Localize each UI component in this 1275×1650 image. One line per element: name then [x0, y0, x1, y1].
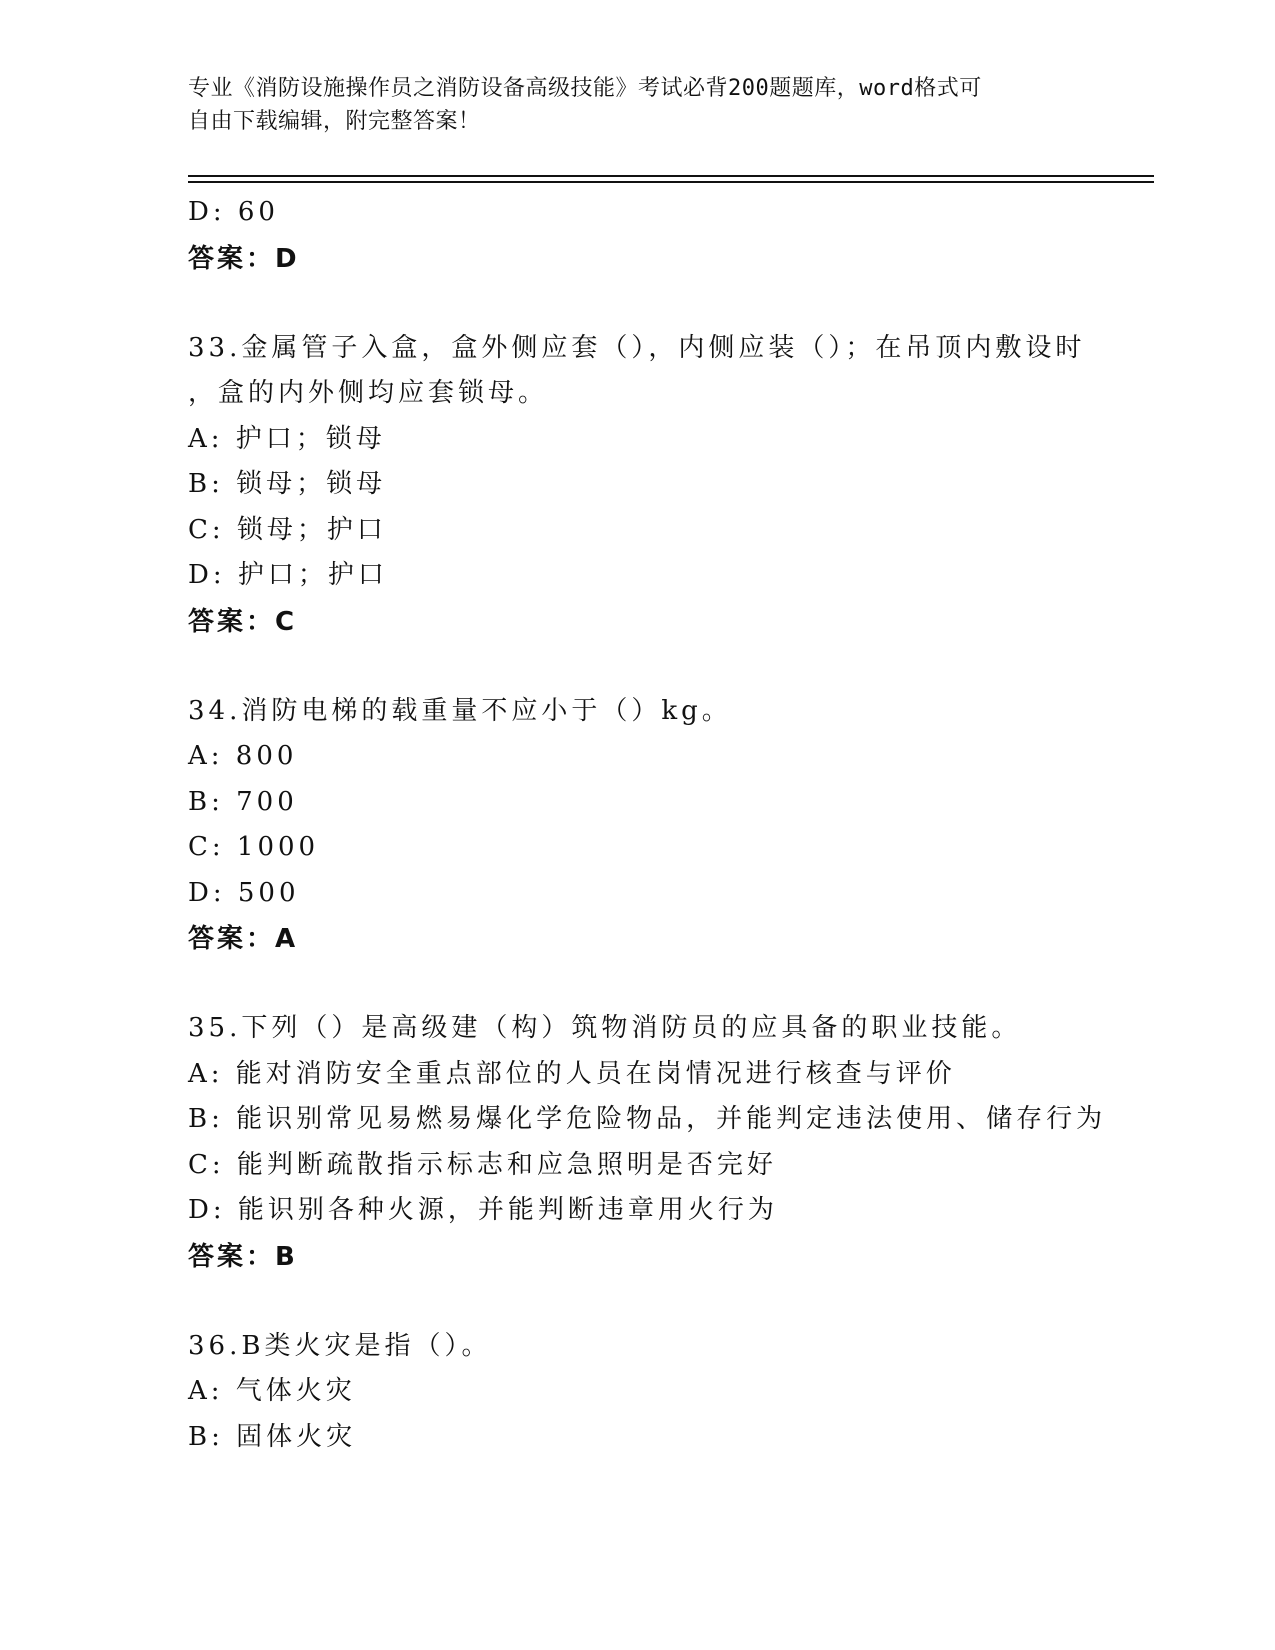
answer-line: 答案：C: [188, 606, 298, 637]
question-35: [188, 1006, 1148, 1280]
option-b: B: 锁母；锁母: [188, 469, 387, 499]
option-c: C: 锁母；护口: [188, 514, 387, 545]
question-36: [188, 1324, 1148, 1461]
header-title-line-1: 专业《消防设施操作员之消防设备高级技能》考试必背200题题库，word格式可: [188, 76, 982, 101]
option-d: D: 护口；护口: [188, 560, 388, 590]
spacer: [188, 282, 1148, 326]
option-a: A: 护口；锁母: [188, 423, 386, 454]
question-32-tail: [188, 190, 1148, 282]
option-b: B: 能识别常见易燃易爆化学危险物品，并能判定违法使用、储存行为: [188, 1104, 1107, 1134]
question-stem: 33.金属管子入盒，盒外侧应套（），内侧应装（）；在吊顶内敷设时: [188, 332, 1086, 363]
option-b: B: 固体火灾: [188, 1421, 357, 1452]
answer-line: 答案：A: [188, 924, 299, 954]
question-34: [188, 689, 1148, 963]
option-a: A: 能对消防安全重点部位的人员在岗情况进行核查与评价: [188, 1058, 956, 1089]
option-c: C: 1000: [188, 832, 320, 862]
question-stem: 36.B类火灾是指（）。: [188, 1330, 492, 1361]
option-d: D: 500: [188, 877, 300, 908]
document-header: [188, 72, 1088, 138]
spacer: [188, 645, 1148, 689]
question-stem-continued: ，盒的内外侧均应套锁母。: [188, 378, 549, 408]
question-stem: 35.下列（）是高级建（构）筑物消防员的应具备的职业技能。: [188, 1013, 1022, 1043]
answer-line: 答案：B: [188, 1241, 298, 1272]
spacer: [188, 1280, 1148, 1324]
option-b: B: 700: [188, 786, 298, 817]
option-a: A: 800: [188, 741, 298, 771]
question-stem: 34.消防电梯的载重量不应小于（）kg。: [188, 695, 732, 726]
header-divider-top: [188, 175, 1154, 177]
option-d: D: 能识别各种火源，并能判断违章用火行为: [188, 1195, 778, 1225]
answer-line: 答案：D: [188, 243, 300, 274]
option-c: C: 能判断疏散指示标志和应急照明是否完好: [188, 1149, 777, 1180]
option-d: D: 60: [188, 197, 279, 227]
question-list: [188, 190, 1148, 1460]
option-a: A: 气体火灾: [188, 1376, 356, 1406]
header-title-line-2: 自由下载编辑，附完整答案！: [188, 109, 481, 134]
spacer: [188, 962, 1148, 1006]
header-divider-bottom: [188, 181, 1154, 183]
question-33: [188, 326, 1148, 645]
